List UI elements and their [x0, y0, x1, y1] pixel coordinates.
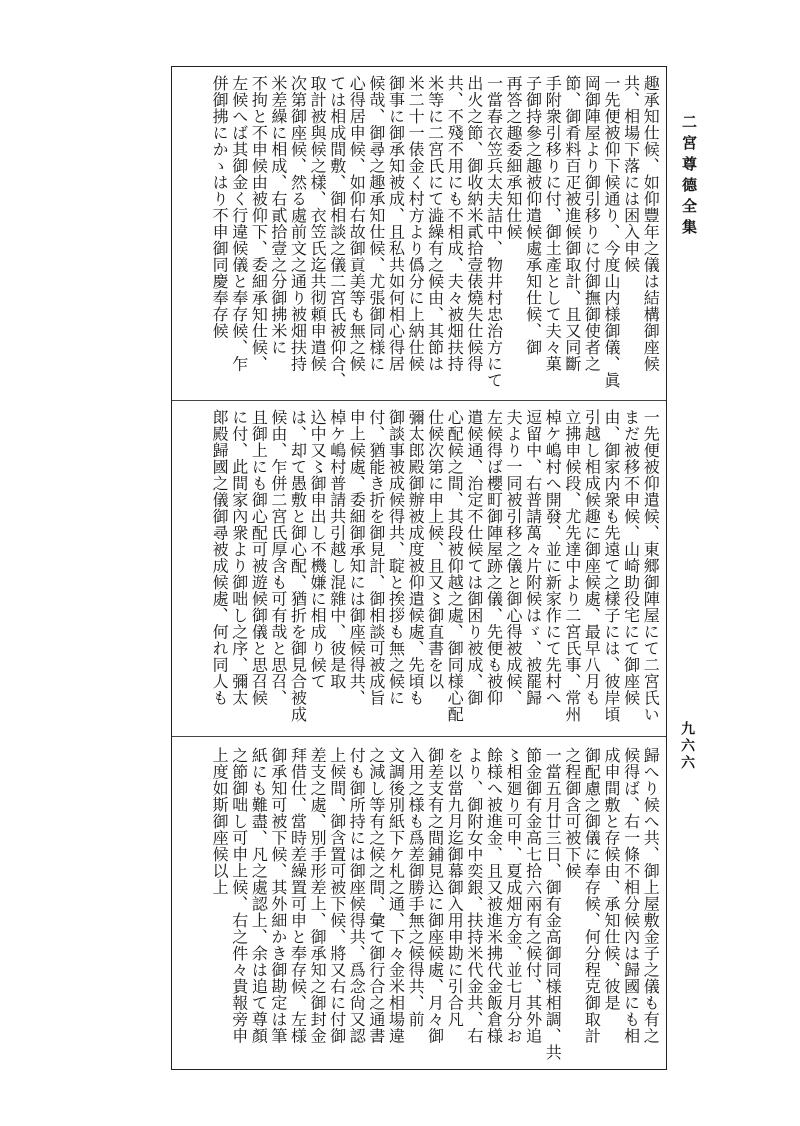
text-column: より、御附女中奕銀、扶持米代金共、右 [464, 747, 484, 1044]
text-column: 米二十一俵金く村方より僞分に上納仕候 [406, 75, 426, 372]
text-column: 上候間、御含置可被下候、將又右に付御 [327, 747, 347, 1044]
text-column: 左候得ば櫻町御陣屋跡之儀、先便も被仰 [484, 409, 504, 706]
text-column: 心得居申候、如仰右故御貢美等も無之候 [347, 75, 367, 372]
text-column: 心配候之間、其段被仰越之處、御同様心配 [445, 409, 465, 723]
text-column: 御事に御承知被成、且私共如何相心得居 [386, 75, 406, 372]
text-column: 一當春衣笠兵太夫詰中、物井村忠治方にて [484, 75, 504, 389]
text-column: 棹ケ嶋村普請共引越し混雜中、彼是取 [327, 409, 347, 690]
text-column: 米等に二宮氏にて澁繰有之候由、其節は [425, 75, 445, 372]
text-column: 夫より一同被引移之儀と御心得被成候、 [504, 409, 524, 706]
text-column: 申上候處、委細御承知には御座候得共、 [347, 409, 367, 706]
text-column: ては相成間敷、御相談之儀二宮氏被仰合、 [327, 75, 347, 389]
text-column: 之程御含可被下候 [562, 747, 582, 879]
text-column: 不拘と不申候由被仰下、委細承知仕候、 [249, 75, 269, 372]
text-frame [171, 66, 667, 1070]
text-column: 出火之節、御收納米貳拾壹俵燒失仕候得 [464, 75, 484, 372]
text-column: 御差支有之間鋪見込に御座候處、月々御 [425, 747, 445, 1044]
text-column: 共、相場下落には困入申候 [621, 75, 641, 273]
text-column: 郞殿歸國之儀御尋被成候處、何れ同人も [210, 409, 230, 706]
text-column: 一先便被仰遣候、東郷御陣屋にて二宮氏い [641, 409, 661, 723]
text-column: 次第御座候、然る處前文之通り被畑扶持 [288, 75, 308, 372]
text-column: 左候へば其御金く行違候儀と奉存候、乍 [229, 75, 249, 372]
text-column: 引越し相成候趣に御座候處、最早八月も [582, 409, 602, 706]
text-column: 取計被與候之樣、衣笠氏迄共彻頼申遣候 [308, 75, 328, 372]
text-column: 御配慮之御儀に奉存候、何分程克御取計 [582, 747, 602, 1044]
text-column: に付、此間家內衆より御咄し之序、彌太 [229, 409, 249, 706]
text-column: 之節御咄し可申上候、右之件々貴報旁申 [229, 747, 249, 1044]
tier-divider-upper [172, 400, 666, 401]
text-column: 手附衆引移りに付、御土產として夫々菓 [543, 75, 563, 372]
text-column: まだ被移不申候、山崎助役宅にて御座候 [621, 409, 641, 706]
text-column: は、却て愚敷と御心配、猶折を御見合被成 [288, 409, 308, 723]
tier-bottom [178, 747, 660, 1065]
text-column: 再答之趣委細承知仕候 [504, 75, 524, 240]
text-column: 節金御有金高七拾六兩有之候付、其外追 [523, 747, 543, 1044]
text-column: 仕候次第に申上候、且又〻御直書を以 [425, 409, 445, 690]
page-number: 九六六 [679, 721, 695, 772]
text-column: を以當九月迄御幕御入用申勘に引合凡 [445, 747, 465, 1028]
text-column: 逗留中、右普請萬々片附候はゞ、被罷歸 [523, 409, 543, 706]
text-column: 歸へり候へ共、御上屋敷金子之儀も有之 [641, 747, 661, 1044]
text-column: 併御拂にかゝはり不申御同慶奉存候 [210, 75, 230, 339]
text-column: 候得ば、右一條不相分候內は歸國にも相 [621, 747, 641, 1044]
text-column: 候由、乍併二宮氏厚含も可有哉と思召、 [268, 409, 288, 706]
text-column: 一當五月廿三日、御有金高御同様相調、共 [543, 747, 563, 1061]
text-column: 成申間敷と存候由、承知仕候、彼是 [602, 747, 622, 1011]
text-column: 子御持參之趣被仰遣候處承知仕候、御 [523, 75, 543, 356]
text-column: 御承知可被下候、其外細かき御勘定は筆 [268, 747, 288, 1044]
tier-top [178, 75, 660, 391]
text-column: 〻相廻り可申、夏成畑方金、並七月分お [504, 747, 524, 1044]
text-column: 節、御肴料百疋被進候御取計、且又同斷 [562, 75, 582, 372]
tier-middle [178, 409, 660, 727]
text-column: 付、猶能き折を御見計、御相談可被成旨 [366, 409, 386, 706]
tier-divider-lower [172, 736, 666, 737]
text-column: 共、不殘不用にも不相成、夫々被畑扶持 [445, 75, 465, 372]
text-column: 之減し等有之候之間、彙て御行合之通書 [366, 747, 386, 1044]
book-title-header: 二宮尊德全集 [680, 114, 698, 240]
text-column: 餘様へ被進金、且又被進米拂代金飯倉様 [484, 747, 504, 1044]
text-column: 付も御所持には御座候得共、爲念尙又認 [347, 747, 367, 1044]
text-column: 上度如斯御座候以上 [210, 747, 230, 896]
text-column: 遣候通、治定不仕候ては御困り被成、御 [464, 409, 484, 706]
text-column: 御談事被成候得共、聢と挨拶も無之候に [386, 409, 406, 706]
text-column: 差支之處、別手形差上、御承知之御封金 [308, 747, 328, 1044]
text-column: 由、御家内衆も先遠て之樣子には、彼岸頃 [602, 409, 622, 723]
text-column: 趣承知仕候、如仰豐年之儀は結構御座候 [641, 75, 661, 372]
text-column: 込中又〻御申出し不機嫌に相成り候て [308, 409, 328, 690]
text-column: 入用之様も爲差御勝手無之候得共、前 [406, 747, 426, 1028]
text-column: 一先便被仰下候通り、今度山内様御儀、眞 [602, 75, 622, 389]
text-column: 拜借仕、當時差繰置可申と奉存候、左様 [288, 747, 308, 1044]
text-column: 立拂申候段、尤先達中より二宮氏事、常州 [562, 409, 582, 723]
text-column: 岡御陣屋より御引移りに付御撫御使者之 [582, 75, 602, 372]
text-column: 候哉、御尋之趣承知仕候、尤張御同様に [366, 75, 386, 372]
text-column: 文調後別紙下ケ札之通、下々金米相場違 [386, 747, 406, 1044]
text-column: 彌太郎殿御辦被成度被仰遣候處、先頃も [406, 409, 426, 706]
text-column: 棹ケ嶋村へ開發、並に新家作にて先村へ [543, 409, 563, 706]
text-column: 且御上にも御心配可被遊候御儀と思召候 [249, 409, 269, 706]
text-column: 紙にも難盡、凡之處認上、余は追て尊顏 [249, 747, 269, 1044]
text-column: 米差繰に相成、右貳拾壹之分御拂米に [268, 75, 288, 356]
